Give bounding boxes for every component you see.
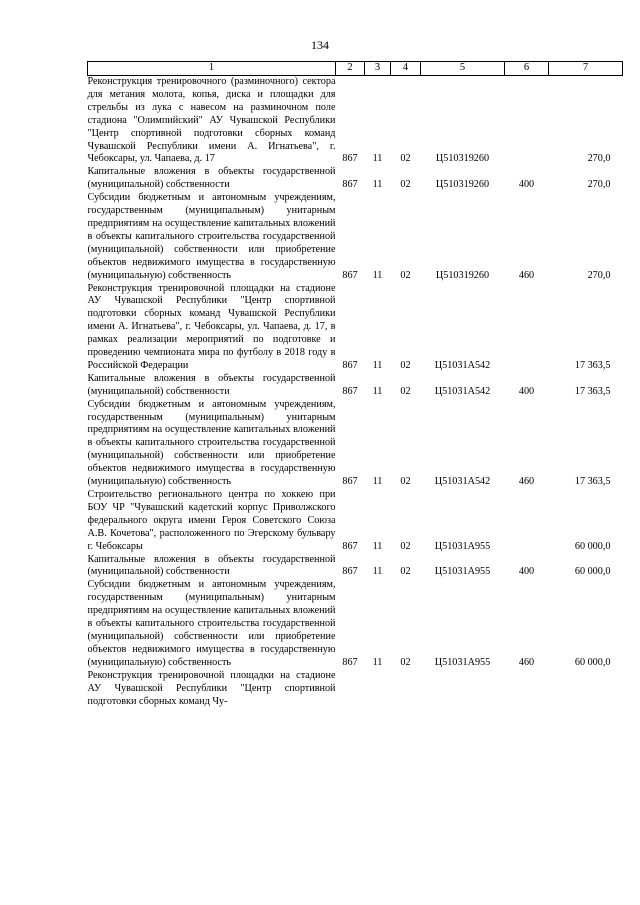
table-header-row xyxy=(88,62,623,76)
row-section: 11 xyxy=(372,179,383,191)
table-row xyxy=(88,579,623,669)
row-amount: 60 000,0 xyxy=(574,540,611,552)
row-description: Реконструкция тренировочной площадки на стадионе АУ Чувашской Республики "Центр спортивной подготовки сборных команд Чу- xyxy=(87,669,336,707)
header-col-1: 1 xyxy=(88,62,336,76)
row-expense-type: 460 xyxy=(518,656,535,668)
row-amount: 17 363,5 xyxy=(574,359,611,371)
row-amount: 60 000,0 xyxy=(574,656,611,668)
header-col-6: 6 xyxy=(505,62,549,76)
row-expense-type: 400 xyxy=(518,385,535,397)
row-target-article: Ц510319260 xyxy=(435,153,490,165)
row-description: Строительство регионального центра по хоккею при БОУ ЧР "Чувашский кадетский корпус Приволжского федерального округа имени Героя Советского Союза А.В. Кочетова", расположенного по Эгерскому бульвару г. Чебоксары xyxy=(87,489,336,552)
row-amount: 270,0 xyxy=(587,179,611,191)
table-row xyxy=(88,283,623,373)
table-row xyxy=(88,399,623,489)
row-subsection: 02 xyxy=(400,476,411,488)
row-ministry-code: 867 xyxy=(342,269,358,281)
row-expense-type xyxy=(505,489,549,554)
row-subsection: 02 xyxy=(400,359,411,371)
row-description: Реконструкция тренировочной площадки на стадионе АУ Чувашской Республики "Центр спортивной подготовки сборных команд Чувашской Республики имени А. Игнатьева", г. Чебоксары, ул. Чапаева, д. 17, в рамках реализации мероприятий по подготовке и проведению чемпионата мира по футболу в 2018 году в Российской Федерации xyxy=(87,282,336,371)
row-section xyxy=(365,670,391,709)
row-section: 11 xyxy=(372,476,383,488)
row-target-article: Ц510319260 xyxy=(435,179,490,191)
table-row xyxy=(88,489,623,554)
row-target-article: Ц51031А955 xyxy=(434,566,491,578)
row-section: 11 xyxy=(372,540,383,552)
row-expense-type: 460 xyxy=(518,476,535,488)
header-col-2: 2 xyxy=(336,62,365,76)
table-row xyxy=(88,76,623,167)
row-target-article: Ц51031А542 xyxy=(434,385,491,397)
row-subsection: 02 xyxy=(400,656,411,668)
row-section: 11 xyxy=(372,359,383,371)
row-expense-type: 400 xyxy=(518,566,535,578)
header-col-4: 4 xyxy=(391,62,421,76)
header-col-5: 5 xyxy=(421,62,505,76)
row-ministry-code: 867 xyxy=(342,179,358,191)
row-expense-type: 400 xyxy=(518,179,535,191)
row-description: Субсидии бюджетным и автономным учреждениям, государственным (муниципальным) унитарным предприятиям на осуществление капитальных вложений в объекты капитального строительства государственной (муниципальной) собственности или приобретение объектов недвижимого имущества в государственную (муниципальную) собственность xyxy=(87,579,336,668)
row-section: 11 xyxy=(372,385,383,397)
row-target-article: Ц51031А955 xyxy=(434,540,491,552)
table-row xyxy=(88,166,623,192)
row-target-article: Ц510319260 xyxy=(435,269,490,281)
row-ministry-code: 867 xyxy=(342,359,358,371)
row-ministry-code: 867 xyxy=(342,566,358,578)
page-number: 134 xyxy=(311,38,329,52)
row-section: 11 xyxy=(372,566,383,578)
row-description: Реконструкция тренировочного (разминочного) сектора для метания молота, копья, диска и площадки для стрельбы из лука с навесом на разминочном поле стадиона "Олимпийский" АУ Чувашской Республики "Центр спортивной подготовки сборных команд Чувашской Республики имени А. Игнатьева", г. Чебоксары, ул. Чапаева, д. 17 xyxy=(87,76,336,165)
table-row xyxy=(88,554,623,580)
row-amount: 17 363,5 xyxy=(574,476,611,488)
row-subsection: 02 xyxy=(400,179,411,191)
table-row xyxy=(88,373,623,399)
row-expense-type: 460 xyxy=(518,269,535,281)
row-subsection: 02 xyxy=(400,269,411,281)
row-amount xyxy=(549,670,623,709)
row-ministry-code: 867 xyxy=(342,656,358,668)
row-target-article: Ц51031А542 xyxy=(434,476,491,488)
row-ministry-code xyxy=(336,670,365,709)
row-expense-type xyxy=(505,670,549,709)
row-description: Капитальные вложения в объекты государственной (муниципальной) собственности xyxy=(87,372,336,397)
row-subsection: 02 xyxy=(400,566,411,578)
row-ministry-code: 867 xyxy=(342,385,358,397)
row-description: Капитальные вложения в объекты государственной (муниципальной) собственности xyxy=(87,553,336,578)
row-subsection: 02 xyxy=(400,385,411,397)
row-target-article: Ц51031А542 xyxy=(434,359,491,371)
row-ministry-code: 867 xyxy=(342,153,358,165)
header-col-7: 7 xyxy=(549,62,623,76)
row-subsection: 02 xyxy=(400,153,411,165)
row-expense-type xyxy=(505,76,549,167)
budget-table xyxy=(87,61,623,708)
row-expense-type xyxy=(505,283,549,373)
table-row xyxy=(88,670,623,709)
row-amount: 17 363,5 xyxy=(574,385,611,397)
row-ministry-code: 867 xyxy=(342,476,358,488)
row-description: Субсидии бюджетным и автономным учреждениям, государственным (муниципальным) унитарным предприятиям на осуществление капитальных вложений в объекты капитального строительства государственной (муниципальной) собственности или приобретение объектов недвижимого имущества в государственную (муниципальную) собственность xyxy=(87,398,336,488)
row-section: 11 xyxy=(372,269,383,281)
row-section: 11 xyxy=(372,656,383,668)
row-amount: 60 000,0 xyxy=(574,566,611,578)
row-subsection xyxy=(391,670,421,709)
header-col-3: 3 xyxy=(365,62,391,76)
table-row xyxy=(88,192,623,282)
row-description: Субсидии бюджетным и автономным учреждениям, государственным (муниципальным) унитарным предприятиям на осуществление капитальных вложений в объекты капитального строительства государственной (муниципальной) собственности или приобретение объектов недвижимого имущества в государственную (муниципальную) собственность xyxy=(87,192,336,281)
row-ministry-code: 867 xyxy=(342,540,358,552)
row-section: 11 xyxy=(372,153,383,165)
row-amount: 270,0 xyxy=(587,269,611,281)
row-target-article xyxy=(421,670,505,709)
row-description: Капитальные вложения в объекты государственной (муниципальной) собственности xyxy=(87,166,336,191)
row-target-article: Ц51031А955 xyxy=(434,656,491,668)
row-amount: 270,0 xyxy=(587,153,611,165)
row-subsection: 02 xyxy=(400,540,411,552)
